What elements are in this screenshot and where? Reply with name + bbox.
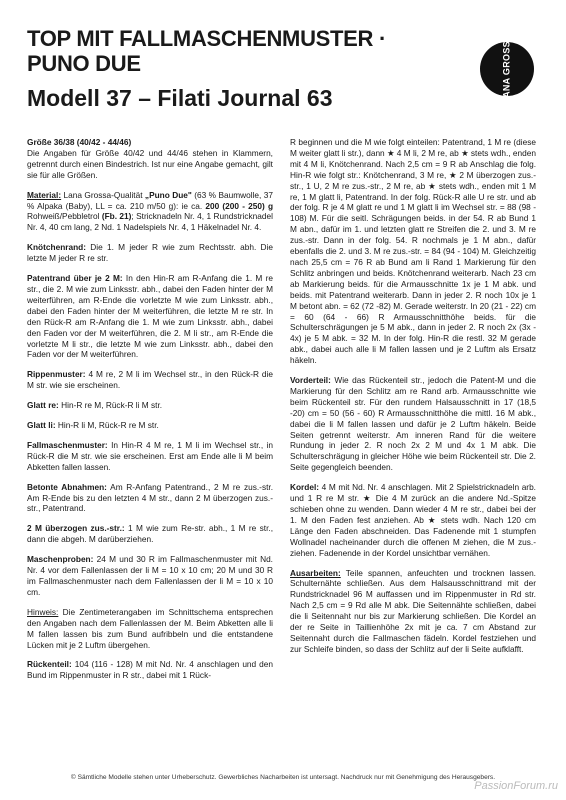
- betonte-abnahmen-text: Am R-Anfang Patentrand., 2 M re zus.-str. Am R-Ende bis zu den letzten 4 M str., dann 2 M überzogen zus.-str., Patentrand.: [27, 481, 274, 514]
- vorderteil-text: Wie das Rückenteil str., jedoch die Patent-M und die Markierung für den Schlitz am re Rand arb. Armausschnitte wie beim Rückenteil str. Für den rundem Halsausschnitt in 17 (18,5 -20) cm = 50 (56 - 60) R Armausschnitthöhe die mittl. 16 M abk., dabei die li M fallen lassen und dafür je 2 Luftm häkeln. Beide Seiten getrennt weiterstr. Am inneren Rand für die weitere Rundung in jeder 2. R noch 2x 2 M und 4x 1 M abk. Die Schulterschrägung in gleicher Höhe wie beim Rückenteil str. Die 2. Seite gegengleich beenden.: [290, 375, 536, 473]
- ueberzogen-heading: 2 M überzogen zus.-str.:: [27, 523, 125, 534]
- section-kordel: [290, 482, 536, 558]
- logo-text: LANA GROSSA: [502, 34, 512, 104]
- section-hinweis: [27, 607, 273, 651]
- section-maschenproben: [27, 554, 273, 598]
- watermark: PassionForum.ru: [474, 780, 558, 792]
- section-rueckenteil-cont: [290, 137, 536, 366]
- section-groesse: [27, 137, 273, 181]
- lana-grossa-logo: [480, 34, 534, 104]
- glatt-re-heading: Glatt re:: [27, 400, 59, 411]
- section-ueberzogen: [27, 523, 273, 545]
- patentrand-heading: Patentrand über je 2 M:: [27, 273, 123, 284]
- hinweis-heading: Hinweis:: [27, 606, 59, 617]
- material-heading: Material:: [27, 189, 62, 200]
- knoetchenrand-text: Die 1. M jeder R wie zum Rechtsstr. abh. Die letzte M jeder R re str.: [27, 242, 273, 264]
- page-title: [27, 26, 386, 76]
- copyright-footer: © Sämtliche Modelle stehen unter Urheberschutz. Gewerbliches Nacharbeiten ist untersagt. Nachdruck nur mit Genehmigung des Herausgebers.: [70, 774, 496, 781]
- material-text-1: Lana Grossa-Qualität: [61, 189, 145, 200]
- material-text-3: Rohweiß/Pebbletrol: [27, 211, 102, 222]
- betonte-abnahmen-heading: Betonte Abnahmen:: [27, 481, 107, 492]
- section-fallmaschenmuster: [27, 440, 273, 473]
- fallmaschenmuster-heading: Fallmaschenmuster:: [27, 439, 108, 450]
- section-rippenmuster: [27, 369, 273, 391]
- ueberzogen-text: 1 M wie zum Re-str. abh., 1 M re str., dann die abgeh. M darüberziehen.: [27, 523, 273, 545]
- ausarbeiten-text: Teile spannen, anfeuchten und trocknen lassen. Schulternähte schließen. Aus dem Halsausschnittrand mit der Rundstricknadel 96 M auffassen und im Rippenmuster in Rd str. Nach 2,5 cm = 9 Rd alle M abk. Die Seitennähte schließen, dabei die li Seitennaht nur bis zur Markierung schließen. Die Kordel an der re Seite in Taillienhöhe 2x mit je ca. 7 cm Abstand zur Seitennaht durch die Fallmaschen fädeln. Kordel festziehen und zur Schleife binden, so dass der Schlitz auf der li Seite aufklafft.: [290, 567, 536, 654]
- kordel-text: 4 M mit Nd. Nr. 4 anschlagen. Mit 2 Spielstricknadeln arb. und 1 R re M str. ★ Die 4 M zurück an die andere Nd.-Spitze schieben ohne zu wenden. Dann wieder 4 M re str., dabei bei der 1. M den Faden fest anziehen. Ab ★ stets wdh. Nach 120 cm Länge den Faden abschneiden. Das Fadenende mit 1 stumpfen Wollnadel nacheinander durch die offenen M ziehen, die M zus.-ziehen. Fadenende in der Kordel unsichtbar vernähen.: [290, 482, 536, 558]
- maschenproben-text: 24 M und 30 R im Fallmaschenmuster mit Nd. Nr. 4 vor dem Fallenlassen der li M = 10 x 10 cm; 20 M und 30 R im Fallmaschenmuster nach dem Fallenlassen der li M = 10 x 10 cm.: [27, 554, 273, 597]
- glatt-li-heading: Glatt li:: [27, 420, 56, 431]
- kordel-heading: Kordel:: [290, 482, 320, 493]
- section-knoetchenrand: [27, 242, 273, 264]
- glatt-li-text: Hin-R li M, Rück-R re M str.: [55, 420, 159, 431]
- rueckenteil-continued-text: R beginnen und die M wie folgt einteilen: Patentrand, 1 M re (diese M weiter glatt li str.), dann ★ 4 M li, 2 M re, ab ★ stets wdh., enden mit 4 M li, Knötchenrand. Nach 2,5 cm = 9 R ab Anschlag die folg. Hin-R wie folgt str.: Knötchenrand, 3 M re, ★ 2 M überzogen zus.-str., 1 U, 2 M re zus.-str., 2 M re, ab ★ stets wdh., enden mit 1 M re, 1 M glatt li, Patentrand. In der folg. Rück-R alle U re str. und ab der folg. R je 4 M glatt re und 1 M glatt li im Wechsel str. = 88 (98 - 108) M. Für die seitl. Schrägungen beids. in der 54. R ab Bund 1 M abn., dafür im 1. und letzten glatt re Streifen die 2. und 3. M re zus.-str. Dann in der folg. 54. R nochmals je 1 M abn., dafür ebenfalls die 2. und 3. M re zus.-str. = 84 (94 - 104) M. Gleichzeitig nach 25,5 cm = 76 R ab Bund am li Rand 1 Markierung für den Schlitz anbringen und beids. Knötchenrand weiterarb. Nach 23 cm ab Markierung beids. für die Armausschnitte 1x je 1 M abk. und beids. mit Patentrand weiterarb. Dann in jeder 2. R noch 10x je 1 M betont abn. = 62 (72 -82) M. Gerade weiterstr. In 20 (21 - 22) cm = 60 (64 - 66) R Armausschnitthöhe beids. für die Schulterschrägungen je 5 M abk., dann in jeder 2. R noch 2x (3x - 4x) je 5 M abk. = 32 M. In der folg. Hin-R die restl. 32 M gerade abk., dabei auch alle li M fallen lassen und je 2 Luftm als Ersatz häkeln.: [290, 137, 536, 366]
- glatt-re-text: Hin-R re M, Rück-R li M str.: [58, 400, 163, 411]
- section-material: [27, 190, 273, 234]
- material-yarn: „Puno Due": [144, 189, 192, 200]
- hinweis-text: Die Zentimeterangaben im Schnittschema entsprechen den Angaben nach dem Fallenlassen der M. Beim Abketten alle li M fallen lassen bis zum Bund aufribbeln und die entstandene Lücken mit je 2 Luftm übergehen.: [27, 606, 273, 650]
- section-glatt-re: [27, 400, 273, 411]
- section-glatt-li: [27, 420, 273, 431]
- left-column: [27, 137, 273, 690]
- rippenmuster-text: 4 M re, 2 M li im Wechsel str., in den Rück-R die M str. wie sie erscheinen.: [27, 369, 273, 391]
- rippenmuster-heading: Rippenmuster:: [27, 369, 86, 380]
- title-line-1: TOP MIT FALLMASCHENMUSTER ·: [27, 26, 386, 51]
- material-color: (Fb. 21): [101, 211, 132, 222]
- material-text-2: (63 % Baumwolle, 37 % Alpaka (Baby), LL = ca. 210 m/50 g): ie ca.: [27, 189, 273, 211]
- groesse-heading: Größe 36/38 (40/42 - 44/46): [27, 137, 132, 147]
- patentrand-text: In den Hin-R am R-Anfang die 1. M re str., die 2. M wie zum Linksstr. abh., dabei den Faden hinter der M weiterführen, am R-Ende die vorletzte M wie zum Linksstr. abh., dabei den Faden hinter der M weiterführen, die letzte M re str. In den Rück-R am R-Anfang die 1. M wie zum Linksstr. abh., dabei den Faden vor der M weiterführen, die 2. M li str., am R-Ende die vorletzte M li str., die letzte M wie zum Linksstr. abh., dabei den Faden vor der M weiterführen.: [27, 273, 273, 360]
- fallmaschenmuster-text: In Hin-R 4 M re, 1 M li im Wechsel str., in Rück-R die M str. wie sie erscheinen. Erst am Ende alle li M beim Abketten fallen lassen.: [27, 439, 273, 472]
- vorderteil-heading: Vorderteil:: [290, 375, 331, 386]
- section-ausarbeiten: [290, 568, 536, 655]
- section-vorderteil: [290, 375, 536, 473]
- section-rueckenteil: [27, 659, 273, 681]
- material-amount: 200 (200 - 250) g: [205, 200, 274, 211]
- rueckenteil-text: 104 (116 - 128) M mit Nd. Nr. 4 anschlagen und den Bund im Rippenmuster in R str., dabei mit 1 Rück-: [27, 659, 273, 681]
- maschenproben-heading: Maschenproben:: [27, 554, 94, 565]
- title-line-2: PUNO DUE: [27, 51, 141, 76]
- page-subtitle: Modell 37 – Filati Journal 63: [27, 85, 333, 111]
- ausarbeiten-heading: Ausarbeiten:: [290, 567, 341, 578]
- right-column: [290, 137, 536, 664]
- groesse-text: Die Angaben für Größe 40/42 und 44/46 stehen in Klammern, getrennt durch einen Bindestrich. Ist nur eine Angabe gemacht, gilt sie für alle Größen.: [27, 147, 273, 180]
- section-betonte-abnahmen: [27, 482, 273, 515]
- section-patentrand: [27, 273, 273, 360]
- knoetchenrand-heading: Knötchenrand:: [27, 242, 86, 253]
- material-text-4: ; Stricknadeln Nr. 4, 1 Rundstricknadel Nr. 4, 40 cm lang, 2 Nd. 1 Nadelspiels Nr. 4, 1 Häkelnadel Nr. 4.: [27, 211, 273, 233]
- rueckenteil-heading: Rückenteil:: [27, 659, 72, 670]
